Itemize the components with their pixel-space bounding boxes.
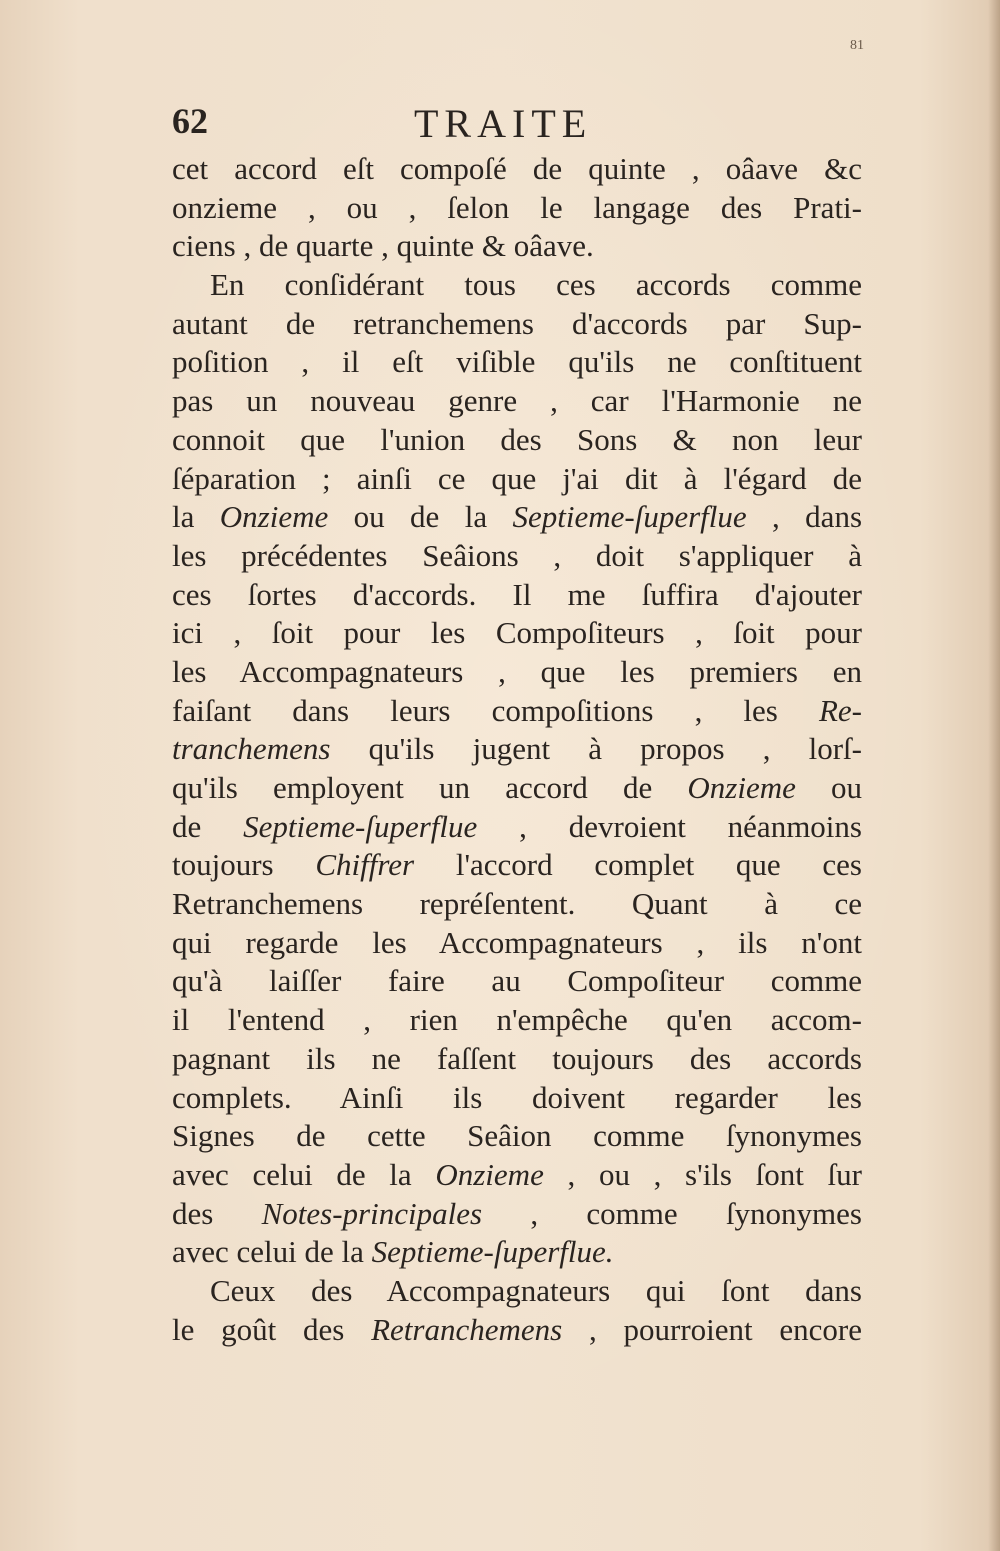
text-segment: cet accord eſt compoſé de quinte , oâave &c: [172, 151, 862, 186]
text-segment: ici , ſoit pour les Compoſiteurs , ſoit pour: [172, 615, 862, 651]
text-segment: toujours: [172, 847, 316, 883]
page-number: 62: [172, 101, 208, 141]
text-line: [172, 614, 862, 653]
italic-term: Septieme-ſuperflue.: [371, 1234, 614, 1270]
body-text: [172, 150, 862, 1349]
text-segment: connoit que l'union des Sons & non leur: [172, 421, 862, 457]
text-segment: les précédentes Seâions , doit s'appliquer à: [172, 537, 862, 573]
text-segment: avec celui de la: [172, 1234, 372, 1270]
page-edge-shadow: [988, 0, 1000, 1551]
text-segment: des: [172, 1195, 262, 1231]
text-segment: poſition , il eſt viſible qu'ils ne conſtituent: [172, 344, 862, 380]
text-line: [172, 305, 862, 344]
text-line: [172, 653, 862, 692]
text-segment: qui regarde les Accompagnateurs , ils n'ont: [172, 924, 862, 960]
italic-term: Septieme-ſuperflue: [243, 808, 478, 844]
text-line: [172, 1040, 862, 1079]
text-segment: ces ſortes d'accords. Il me ſuffira d'ajouter: [172, 576, 862, 612]
text-segment: qu'ils employent un accord de: [172, 770, 688, 805]
text-line: [172, 537, 862, 576]
text-line: [172, 343, 862, 382]
italic-term: Chiffrer: [315, 847, 415, 883]
text-line: [172, 266, 862, 305]
text-line: [172, 924, 862, 963]
text-segment: le goût des: [172, 1311, 372, 1347]
page-header: [172, 100, 862, 150]
text-segment: onzieme , ou , ſelon le langage des Prati-: [172, 189, 862, 225]
text-segment: , comme ſynonymes: [482, 1195, 862, 1231]
text-segment: , pourroient encore: [562, 1311, 862, 1347]
running-title: TRAITE: [414, 101, 593, 146]
text-segment: Ceux des Accompagnateurs qui ſont dans: [210, 1272, 862, 1308]
text-segment: , ou , s'ils ſont ſur: [543, 1156, 862, 1192]
text-line: [172, 846, 862, 885]
text-segment: qu'ils jugent à propos , lorſ-: [330, 731, 862, 767]
text-line: [172, 1156, 862, 1195]
text-segment: l'accord complet que ces: [414, 847, 862, 883]
text-segment: la: [172, 499, 220, 535]
text-line: [172, 730, 862, 769]
text-segment: Signes de cette Seâion comme ſynonymes: [172, 1118, 862, 1154]
text-line: [172, 498, 862, 537]
text-line: [172, 1117, 862, 1156]
italic-term: Notes-principales: [261, 1195, 483, 1231]
italic-term: Retranchemens: [371, 1311, 563, 1347]
text-line: [172, 1272, 862, 1311]
italic-term: tranchemens: [172, 731, 331, 767]
text-segment: Retranchemens repréſentent. Quant à ce: [172, 886, 862, 922]
text-segment: , dans: [746, 499, 863, 535]
text-segment: ciens , de quarte , quinte & oâave.: [172, 228, 594, 264]
italic-term: Onzieme: [435, 1156, 544, 1192]
text-line: [172, 421, 862, 460]
text-line: [172, 576, 862, 615]
text-segment: , devroient néanmoins: [477, 808, 862, 844]
text-line: [172, 808, 862, 847]
text-segment: ou de la: [328, 499, 513, 535]
text-line: [172, 1233, 862, 1272]
text-line: [172, 1001, 862, 1040]
text-segment: En conſidérant tous ces accords comme: [210, 267, 862, 303]
text-line: [172, 460, 862, 499]
text-segment: pagnant ils ne faſſent toujours des accords: [172, 1040, 862, 1076]
text-line: [172, 1195, 862, 1234]
text-segment: avec celui de la: [172, 1156, 436, 1192]
text-line: [172, 227, 862, 266]
text-segment: les Accompagnateurs , que les premiers en: [172, 653, 862, 689]
text-segment: il l'entend , rien n'empêche qu'en accom-: [172, 1002, 862, 1038]
corner-mark: 81: [850, 38, 864, 53]
text-segment: ſéparation ; ainſi ce que j'ai dit à l'égard de: [172, 460, 862, 496]
text-line: [172, 189, 862, 228]
text-segment: complets. Ainſi ils doivent regarder les: [172, 1079, 862, 1115]
text-line: [172, 962, 862, 1001]
text-segment: autant de retranchemens d'accords par Sup-: [172, 305, 862, 341]
text-line: [172, 150, 862, 189]
text-segment: de: [172, 808, 244, 844]
italic-term: Septieme-ſuperflue: [512, 499, 747, 535]
text-line: [172, 382, 862, 421]
text-line: [172, 692, 862, 731]
text-line: [172, 1079, 862, 1118]
italic-term: Onzieme: [687, 770, 796, 805]
text-segment: qu'à laiſſer faire au Compoſiteur comme: [172, 963, 862, 999]
text-segment: faiſant dans leurs compoſitions , les: [172, 692, 819, 728]
text-line: [172, 885, 862, 924]
text-line: [172, 769, 862, 808]
italic-term: Re-: [818, 692, 862, 728]
italic-term: Onzieme: [219, 499, 329, 535]
text-segment: pas un nouveau genre , car l'Harmonie ne: [172, 383, 862, 419]
text-segment: ou: [795, 770, 863, 805]
text-line: [172, 1311, 862, 1350]
